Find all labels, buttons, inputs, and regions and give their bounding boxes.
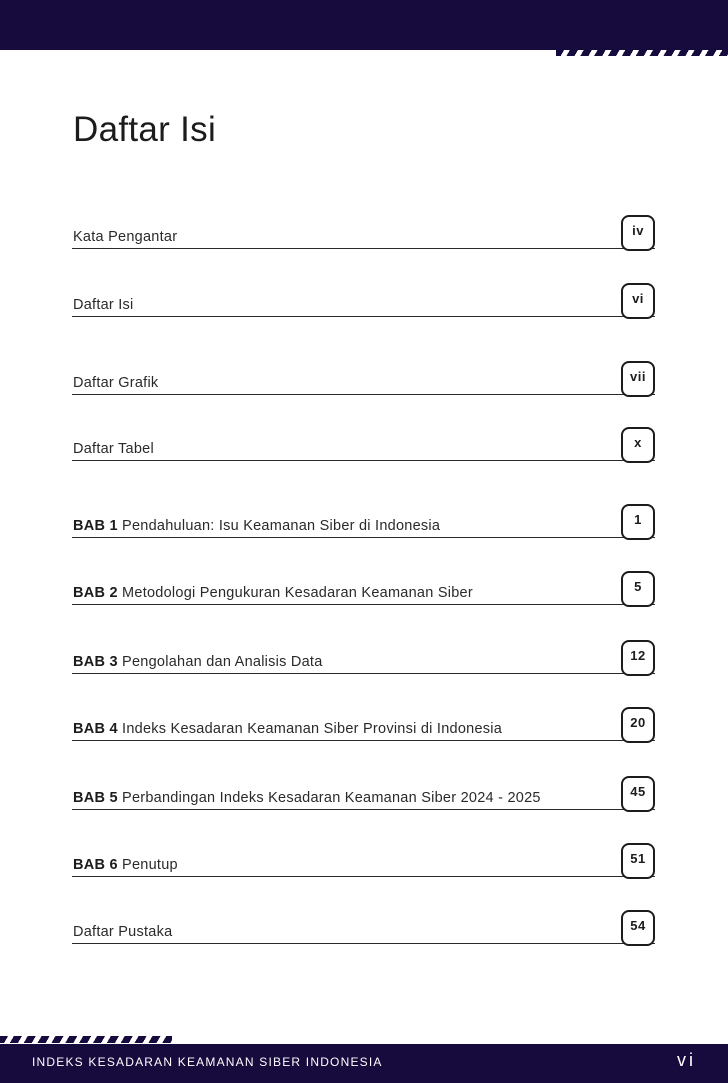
toc-entry-label: Daftar Isi xyxy=(73,297,134,313)
toc-page-number: 54 xyxy=(621,910,655,946)
toc-entry-label: BAB 1 Pendahuluan: Isu Keamanan Siber di Indonesia xyxy=(73,518,441,534)
toc-page-number: 45 xyxy=(621,776,655,812)
toc-page-number: vi xyxy=(621,283,655,319)
toc-page-number: 1 xyxy=(621,504,655,540)
toc-entry[interactable] xyxy=(72,370,655,395)
chapter-label: BAB 1 xyxy=(73,518,118,534)
toc-page-number: x xyxy=(621,427,655,463)
footer-document-title: INDEKS KESADARAN KEAMANAN SIBER INDONESIA xyxy=(32,1055,383,1069)
toc-entry-label: Daftar Tabel xyxy=(73,441,154,457)
toc-page-number: 12 xyxy=(621,640,655,676)
toc-entry-label: BAB 6 Penutup xyxy=(73,857,178,873)
toc-entry-label: BAB 4 Indeks Kesadaran Keamanan Siber Provinsi di Indonesia xyxy=(73,721,503,737)
chapter-label: BAB 2 xyxy=(73,585,118,601)
chapter-label: BAB 4 xyxy=(73,721,118,737)
toc-entry-label: Kata Pengantar xyxy=(73,229,178,245)
toc-page-number: 51 xyxy=(621,843,655,879)
footer-bar xyxy=(0,1044,728,1083)
toc-page-number: iv xyxy=(621,215,655,251)
toc-entry-label: BAB 5 Perbandingan Indeks Kesadaran Keamanan Siber 2024 - 2025 xyxy=(73,790,541,806)
page-title: Daftar Isi xyxy=(73,110,217,149)
toc-entry[interactable] xyxy=(72,513,655,538)
toc-entry-label: BAB 3 Pengolahan dan Analisis Data xyxy=(73,654,323,670)
toc-page-number: 5 xyxy=(621,571,655,607)
toc-entry[interactable] xyxy=(72,292,655,317)
toc-entry-label: Daftar Grafik xyxy=(73,375,159,391)
toc-entry[interactable] xyxy=(72,580,655,605)
toc-page-number: 20 xyxy=(621,707,655,743)
toc-entry-label: Daftar Pustaka xyxy=(73,924,173,940)
chapter-label: BAB 6 xyxy=(73,857,118,873)
toc-entry[interactable] xyxy=(72,224,655,249)
chapter-label: BAB 3 xyxy=(73,654,118,670)
header-stripe-decoration xyxy=(556,50,728,56)
toc-entry[interactable] xyxy=(72,716,655,741)
toc-entry[interactable] xyxy=(72,785,655,810)
footer-stripe-decoration xyxy=(0,1036,172,1043)
header-bar xyxy=(0,0,728,50)
toc-entry[interactable] xyxy=(72,919,655,944)
footer-page-number: vi xyxy=(677,1050,696,1070)
chapter-label: BAB 5 xyxy=(73,790,118,806)
toc-entry-label: BAB 2 Metodologi Pengukuran Kesadaran Keamanan Siber xyxy=(73,585,473,601)
toc-entry[interactable] xyxy=(72,436,655,461)
toc-entry[interactable] xyxy=(72,649,655,674)
toc-entry[interactable] xyxy=(72,852,655,877)
toc-page-number: vii xyxy=(621,361,655,397)
